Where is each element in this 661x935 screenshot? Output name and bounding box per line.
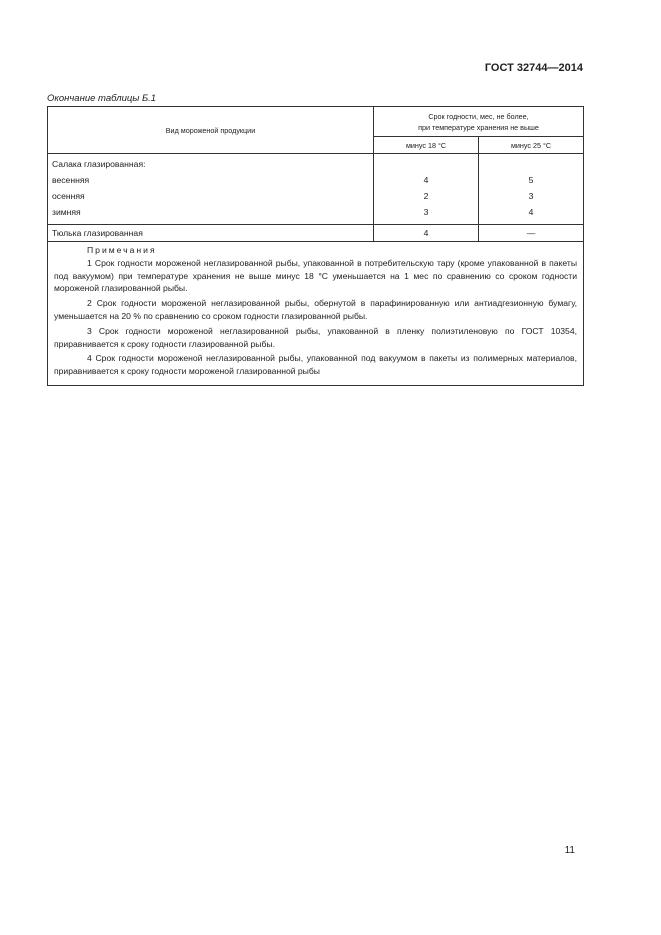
header-temp-minus-18: минус 18 °С [374, 137, 479, 154]
table-row-salaka [48, 154, 584, 225]
variety-name: зимняя [52, 207, 81, 217]
value: 2 [423, 191, 429, 201]
value-cell-minus-18 [374, 154, 479, 225]
header-shelf-life [374, 107, 584, 137]
header-product-type: Вид мороженой продукции [48, 107, 374, 154]
value: 4 [423, 175, 429, 185]
product-name: Тюлька глазированная [48, 225, 374, 242]
note-item: 2 Срок годности мороженой неглазированной рыбы, обернутой в парафинированную или антиадгезионную бумагу, уменьшается на 20 % по сравнению со сроком годности глазированной рыбы. [54, 298, 578, 321]
product-cell [48, 154, 374, 225]
note-item: 3 Срок годности мороженой неглазированной рыбы, упакованной в пленку полиэтиленовую по ГОСТ 10354, приравнивается к сроку годности глазированной рыбы. [54, 325, 578, 349]
note-item: 1 Срок годности мороженой неглазированной рыбы, упакованной в потребительскую тару (кроме упакованной в пакеты под вакуумом) при температуре хранения не выше минус 18 °С уменьшается на 1 мес по сравнению со сроком годности мороженой глазированной рыбы. [54, 257, 578, 294]
variety-name: осенняя [52, 191, 85, 201]
notes-cell [48, 242, 584, 386]
header-shelf-life-line-1: Срок годности, мес, не более, [428, 111, 529, 121]
document-code: ГОСТ 32744—2014 [484, 62, 583, 74]
value: 3 [423, 207, 429, 217]
value: 3 [528, 191, 534, 201]
shelf-life-table [47, 106, 584, 386]
table-caption: Окончание таблицы Б.1 [47, 93, 157, 104]
variety-name: весенняя [52, 175, 90, 185]
notes-title: Примечания [87, 245, 157, 255]
note-item: 4 Срок годности мороженой неглазированной рыбы, упакованной под вакуумом в пакеты из полимерных материалов, приравнивается к сроку годности мороженой глазированной рыбы [54, 353, 578, 377]
value: 5 [528, 175, 534, 185]
header-shelf-life-line-2: при температуре хранения не выше [418, 122, 539, 132]
header-temp-minus-25: минус 25 °С [479, 137, 584, 154]
notes-row [48, 242, 584, 386]
value-cell-minus-18: 4 [374, 225, 479, 242]
value-cell-minus-25: — [479, 225, 584, 242]
group-title: Салака глазированная: [52, 159, 146, 169]
value-cell-minus-25 [479, 154, 584, 225]
page-number: 11 [564, 845, 575, 856]
value: 4 [528, 207, 534, 217]
table-row-tyulka [48, 225, 584, 242]
